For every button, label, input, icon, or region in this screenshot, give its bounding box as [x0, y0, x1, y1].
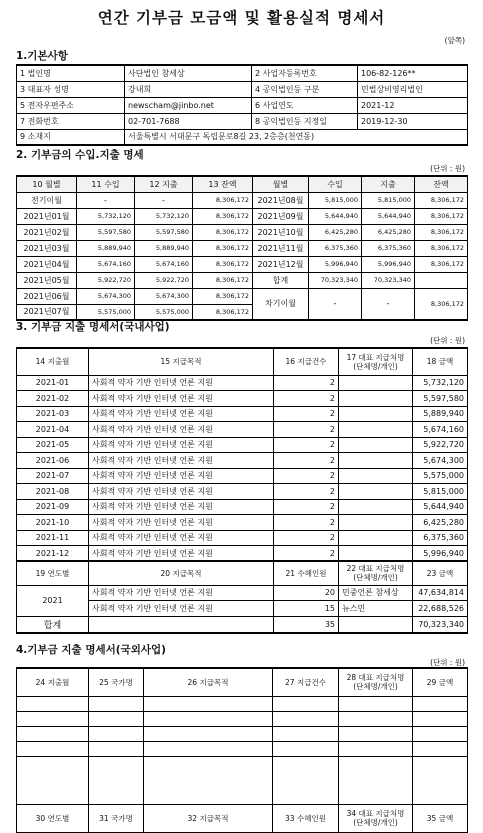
empty-cell — [17, 726, 89, 741]
column-header: 11 수입 — [77, 176, 135, 192]
income-cell: 5,644,940 — [309, 208, 362, 224]
year-cell: 2021 — [17, 585, 89, 616]
recipient-cell — [339, 391, 413, 407]
count-cell: 2 — [274, 437, 339, 453]
column-header: 19 연도별 — [17, 561, 89, 585]
table-row — [17, 499, 468, 515]
purpose-cell: 사회적 약자 기반 인터넷 언론 지원 — [89, 585, 274, 601]
expense-cell: 5,674,160 — [135, 256, 193, 272]
column-header: 18 금액 — [413, 348, 468, 375]
total-label: 합계 — [17, 616, 89, 633]
balance-cell: 8,306,172 — [193, 224, 253, 240]
recipient-cell — [339, 422, 413, 438]
expense-cell: 5,815,000 — [362, 192, 415, 208]
month-cell: 2021-06 — [17, 453, 89, 469]
amount-cell: 5,674,160 — [413, 422, 468, 438]
column-header: 13 잔액 — [193, 176, 253, 192]
empty-cell — [89, 756, 144, 804]
income-cell: 5,597,580 — [77, 224, 135, 240]
table-row — [17, 726, 468, 741]
amount-cell: 22,688,526 — [413, 601, 468, 617]
month-cell: 합계 — [253, 272, 309, 288]
amount-cell: 5,732,120 — [413, 375, 468, 391]
field-value: 강내희 — [125, 81, 252, 97]
amount-cell: 6,425,280 — [413, 515, 468, 531]
amount-cell: 5,597,580 — [413, 391, 468, 407]
empty-cell — [273, 726, 339, 741]
document-title: 연간 기부금 모금액 및 활용실적 명세서 — [97, 9, 386, 27]
total-purpose — [89, 616, 274, 633]
empty-cell — [339, 696, 413, 711]
expense-cell: 6,375,360 — [362, 240, 415, 256]
expense-cell: 5,597,580 — [135, 224, 193, 240]
purpose-cell: 사회적 약자 기반 인터넷 언론 지원 — [89, 375, 274, 391]
purpose-cell: 사회적 약자 기반 인터넷 언론 지원 — [89, 406, 274, 422]
empty-cell — [413, 741, 468, 756]
table-row — [17, 81, 468, 97]
income-cell: 6,425,280 — [309, 224, 362, 240]
month-cell: 2021년11월 — [253, 240, 309, 256]
table-row — [17, 437, 468, 453]
section-2-unit: (단위 : 원) — [430, 164, 465, 173]
table-row — [17, 272, 468, 288]
table-row — [17, 711, 468, 726]
recipient-cell — [339, 375, 413, 391]
amount-cell: 5,575,000 — [413, 468, 468, 484]
month-cell: 2021년01월 — [17, 208, 77, 224]
month-cell: 2021-07 — [17, 468, 89, 484]
field-label: 9 소재지 — [17, 129, 125, 145]
income-cell: 5,674,160 — [77, 256, 135, 272]
balance-cell: 8,306,172 — [415, 208, 468, 224]
income-cell: 5,674,300 — [77, 288, 135, 304]
month-cell: 2021년05월 — [17, 272, 77, 288]
table-row — [17, 422, 468, 438]
month-cell: 2021-11 — [17, 530, 89, 546]
balance-cell: 8,306,172 — [193, 288, 253, 304]
column-header: 지출 — [362, 176, 415, 192]
balance-cell: 8,306,172 — [193, 272, 253, 288]
empty-cell — [339, 741, 413, 756]
month-cell: 2021-03 — [17, 406, 89, 422]
table-row — [17, 288, 468, 304]
income-expense-table — [16, 175, 468, 321]
section-1-heading: 1.기본사항 — [16, 50, 68, 62]
balance-cell: 8,306,172 — [415, 240, 468, 256]
empty-cell — [413, 756, 468, 804]
month-cell: 2021-09 — [17, 499, 89, 515]
empty-cell — [273, 711, 339, 726]
column-header: 16 지급건수 — [274, 348, 339, 375]
section-3-unit: (단위 : 원) — [430, 336, 465, 345]
count-cell: 2 — [274, 499, 339, 515]
empty-cell — [413, 726, 468, 741]
table-row — [17, 530, 468, 546]
section-3-heading: 3. 기부금 지출 명세서(국내사업) — [16, 321, 170, 333]
month-cell: 전기이월 — [17, 192, 77, 208]
month-cell: 2021년04월 — [17, 256, 77, 272]
table-row — [17, 668, 468, 696]
field-label: 6 사업연도 — [252, 97, 358, 113]
expense-cell: 70,323,340 — [362, 272, 415, 288]
expense-cell: 5,732,120 — [135, 208, 193, 224]
income-cell: 5,922,720 — [77, 272, 135, 288]
month-cell: 2021년12월 — [253, 256, 309, 272]
count-cell: 2 — [274, 375, 339, 391]
field-label: 4 공익법인등 구분 — [252, 81, 358, 97]
income-cell: 5,996,940 — [309, 256, 362, 272]
empty-cell — [144, 756, 273, 804]
income-cell: 5,732,120 — [77, 208, 135, 224]
table-row — [17, 453, 468, 469]
income-cell: 5,575,000 — [77, 304, 135, 320]
table-row — [17, 484, 468, 500]
field-label: 7 전화번호 — [17, 113, 125, 129]
beneficiary-count: 20 — [274, 585, 339, 601]
count-cell: 2 — [274, 391, 339, 407]
table-row — [17, 375, 468, 391]
table-row — [17, 515, 468, 531]
field-value: 2019-12-30 — [358, 113, 468, 129]
amount-cell: 5,889,940 — [413, 406, 468, 422]
field-label: 5 전자우편주소 — [17, 97, 125, 113]
income-cell: 5,815,000 — [309, 192, 362, 208]
table-row — [17, 561, 468, 585]
amount-cell: 47,634,814 — [413, 585, 468, 601]
expense-cell: - — [135, 192, 193, 208]
empty-cell — [144, 696, 273, 711]
column-header: 33 수혜인원 — [273, 804, 339, 832]
column-header: 20 지급목적 — [89, 561, 274, 585]
recipient-cell — [339, 546, 413, 562]
table-row — [17, 546, 468, 562]
empty-cell — [144, 741, 273, 756]
expense-cell: 5,575,000 — [135, 304, 193, 320]
table-row — [17, 406, 468, 422]
amount-cell: 5,815,000 — [413, 484, 468, 500]
section-4-unit: (단위 : 원) — [430, 658, 465, 667]
column-header: 31 국가명 — [89, 804, 144, 832]
table-row — [17, 585, 468, 601]
month-cell: 2021-12 — [17, 546, 89, 562]
table-row — [17, 616, 468, 633]
month-cell: 2021-01 — [17, 375, 89, 391]
empty-cell — [273, 756, 339, 804]
month-cell: 2021년09월 — [253, 208, 309, 224]
table-row — [17, 756, 468, 804]
empty-cell — [17, 711, 89, 726]
balance-cell: 8,306,172 — [193, 256, 253, 272]
empty-cell — [144, 711, 273, 726]
column-header: 30 연도별 — [17, 804, 89, 832]
column-header: 26 지급목적 — [144, 668, 273, 696]
month-cell: 2021-10 — [17, 515, 89, 531]
count-cell: 2 — [274, 546, 339, 562]
field-value: 사단법인 참세상 — [125, 65, 252, 81]
carry-label: 차기이월 — [253, 288, 309, 320]
table-row — [17, 224, 468, 240]
table-row — [17, 129, 468, 145]
empty-cell — [17, 741, 89, 756]
column-header: 28 대표 지급처명 (단체명/개인) — [339, 668, 413, 696]
purpose-cell: 사회적 약자 기반 인터넷 언론 지원 — [89, 601, 274, 617]
total-recipient — [339, 616, 413, 633]
balance-cell: 8,306,172 — [193, 208, 253, 224]
total-count: 35 — [274, 616, 339, 633]
month-cell: 2021년02월 — [17, 224, 77, 240]
table-row — [17, 208, 468, 224]
table-row — [17, 176, 468, 192]
field-value: 민법상비영리법인 — [358, 81, 468, 97]
foreign-expense-table — [16, 667, 468, 833]
purpose-cell: 사회적 약자 기반 인터넷 언론 지원 — [89, 546, 274, 562]
column-header: 23 금액 — [413, 561, 468, 585]
table-row — [17, 240, 468, 256]
expense-cell: 6,425,280 — [362, 224, 415, 240]
table-row — [17, 348, 468, 375]
field-value: 02-701-7688 — [125, 113, 252, 129]
empty-cell — [89, 711, 144, 726]
table-row — [17, 256, 468, 272]
field-label: 1 법인명 — [17, 65, 125, 81]
month-cell: 2021년07월 — [17, 304, 77, 320]
purpose-cell: 사회적 약자 기반 인터넷 언론 지원 — [89, 499, 274, 515]
month-cell: 2021-08 — [17, 484, 89, 500]
purpose-cell: 사회적 약자 기반 인터넷 언론 지원 — [89, 484, 274, 500]
expense-cell: 5,674,300 — [135, 288, 193, 304]
recipient-cell: 뉴스민 — [339, 601, 413, 617]
carry-balance: 8,306,172 — [415, 288, 468, 320]
empty-cell — [339, 726, 413, 741]
column-header: 수입 — [309, 176, 362, 192]
table-row — [17, 741, 468, 756]
balance-cell: 8,306,172 — [415, 224, 468, 240]
recipient-cell — [339, 406, 413, 422]
page-note: (앞쪽) — [444, 36, 465, 45]
income-cell: - — [77, 192, 135, 208]
recipient-cell: 민중언론 참세상 — [339, 585, 413, 601]
carry-income: - — [309, 288, 362, 320]
recipient-cell — [339, 499, 413, 515]
empty-cell — [273, 741, 339, 756]
recipient-cell — [339, 530, 413, 546]
table-row — [17, 391, 468, 407]
month-cell: 2021년08월 — [253, 192, 309, 208]
total-amount: 70,323,340 — [413, 616, 468, 633]
column-header: 21 수혜인원 — [274, 561, 339, 585]
table-row — [17, 696, 468, 711]
section-2-heading: 2. 기부금의 수입.지출 명세 — [16, 149, 144, 161]
field-value: 106-82-126** — [358, 65, 468, 81]
balance-cell: 8,306,172 — [193, 240, 253, 256]
recipient-cell — [339, 515, 413, 531]
empty-cell — [339, 711, 413, 726]
carry-expense: - — [362, 288, 415, 320]
column-header: 10 월별 — [17, 176, 77, 192]
recipient-cell — [339, 484, 413, 500]
amount-cell: 5,996,940 — [413, 546, 468, 562]
domestic-expense-table — [16, 347, 468, 634]
month-cell: 2021-05 — [17, 437, 89, 453]
column-header: 12 지출 — [135, 176, 193, 192]
month-cell: 2021-02 — [17, 391, 89, 407]
column-header: 29 금액 — [413, 668, 468, 696]
expense-cell: 5,922,720 — [135, 272, 193, 288]
column-header: 22 대표 지급처명 (단체명/개인) — [339, 561, 413, 585]
month-cell: 2021년10월 — [253, 224, 309, 240]
empty-cell — [17, 756, 89, 804]
amount-cell: 6,375,360 — [413, 530, 468, 546]
table-row — [17, 468, 468, 484]
count-cell: 2 — [274, 422, 339, 438]
month-cell: 2021년03월 — [17, 240, 77, 256]
month-cell: 2021-04 — [17, 422, 89, 438]
balance-cell: 8,306,172 — [415, 256, 468, 272]
table-row — [17, 804, 468, 832]
empty-cell — [273, 696, 339, 711]
column-header: 34 대표 지급처명 (단체명/개인) — [339, 804, 413, 832]
empty-cell — [413, 711, 468, 726]
empty-cell — [17, 696, 89, 711]
beneficiary-count: 15 — [274, 601, 339, 617]
expense-cell: 5,644,940 — [362, 208, 415, 224]
count-cell: 2 — [274, 530, 339, 546]
income-cell: 6,375,360 — [309, 240, 362, 256]
expense-cell: 5,889,940 — [135, 240, 193, 256]
amount-cell: 5,644,940 — [413, 499, 468, 515]
empty-cell — [89, 696, 144, 711]
column-header: 25 국가명 — [89, 668, 144, 696]
table-row — [17, 192, 468, 208]
empty-cell — [89, 741, 144, 756]
balance-cell: 8,306,172 — [193, 192, 253, 208]
purpose-cell: 사회적 약자 기반 인터넷 언론 지원 — [89, 453, 274, 469]
expense-cell: 5,996,940 — [362, 256, 415, 272]
purpose-cell: 사회적 약자 기반 인터넷 언론 지원 — [89, 391, 274, 407]
month-cell: 2021년06월 — [17, 288, 77, 304]
recipient-cell — [339, 453, 413, 469]
address-value: 서울특별시 서대문구 독립문로8길 23, 2층층(천연동) — [125, 129, 468, 145]
income-cell: 5,889,940 — [77, 240, 135, 256]
empty-cell — [144, 726, 273, 741]
field-label: 2 사업자등록번호 — [252, 65, 358, 81]
column-header: 24 지출월 — [17, 668, 89, 696]
column-header: 27 지급건수 — [273, 668, 339, 696]
income-cell: 70,323,340 — [309, 272, 362, 288]
count-cell: 2 — [274, 484, 339, 500]
column-header: 잔액 — [415, 176, 468, 192]
column-header: 월별 — [253, 176, 309, 192]
recipient-cell — [339, 468, 413, 484]
count-cell: 2 — [274, 468, 339, 484]
amount-cell: 5,674,300 — [413, 453, 468, 469]
purpose-cell: 사회적 약자 기반 인터넷 언론 지원 — [89, 437, 274, 453]
count-cell: 2 — [274, 453, 339, 469]
balance-cell: 8,306,172 — [415, 192, 468, 208]
table-row — [17, 65, 468, 81]
table-row — [17, 97, 468, 113]
amount-cell: 5,922,720 — [413, 437, 468, 453]
basic-info-table — [16, 64, 468, 146]
column-header: 14 지출월 — [17, 348, 89, 375]
purpose-cell: 사회적 약자 기반 인터넷 언론 지원 — [89, 515, 274, 531]
empty-cell — [89, 726, 144, 741]
column-header: 32 지급목적 — [144, 804, 273, 832]
column-header: 15 지급목적 — [89, 348, 274, 375]
count-cell: 2 — [274, 406, 339, 422]
column-header: 17 대표 지급처명 (단체명/개인) — [339, 348, 413, 375]
section-4-heading: 4.기부금 지출 명세서(국외사업) — [16, 644, 166, 656]
field-label: 3 대표자 성명 — [17, 81, 125, 97]
purpose-cell: 사회적 약자 기반 인터넷 언론 지원 — [89, 468, 274, 484]
purpose-cell: 사회적 약자 기반 인터넷 언론 지원 — [89, 422, 274, 438]
purpose-cell: 사회적 약자 기반 인터넷 언론 지원 — [89, 530, 274, 546]
column-header: 35 금액 — [413, 804, 468, 832]
field-label: 8 공익법인등 지정일 — [252, 113, 358, 129]
balance-cell — [415, 272, 468, 288]
table-row — [17, 113, 468, 129]
empty-cell — [339, 756, 413, 804]
balance-cell: 8,306,172 — [193, 304, 253, 320]
count-cell: 2 — [274, 515, 339, 531]
empty-cell — [413, 696, 468, 711]
field-value: 2021-12 — [358, 97, 468, 113]
field-value: newscham@jinbo.net — [125, 97, 252, 113]
recipient-cell — [339, 437, 413, 453]
